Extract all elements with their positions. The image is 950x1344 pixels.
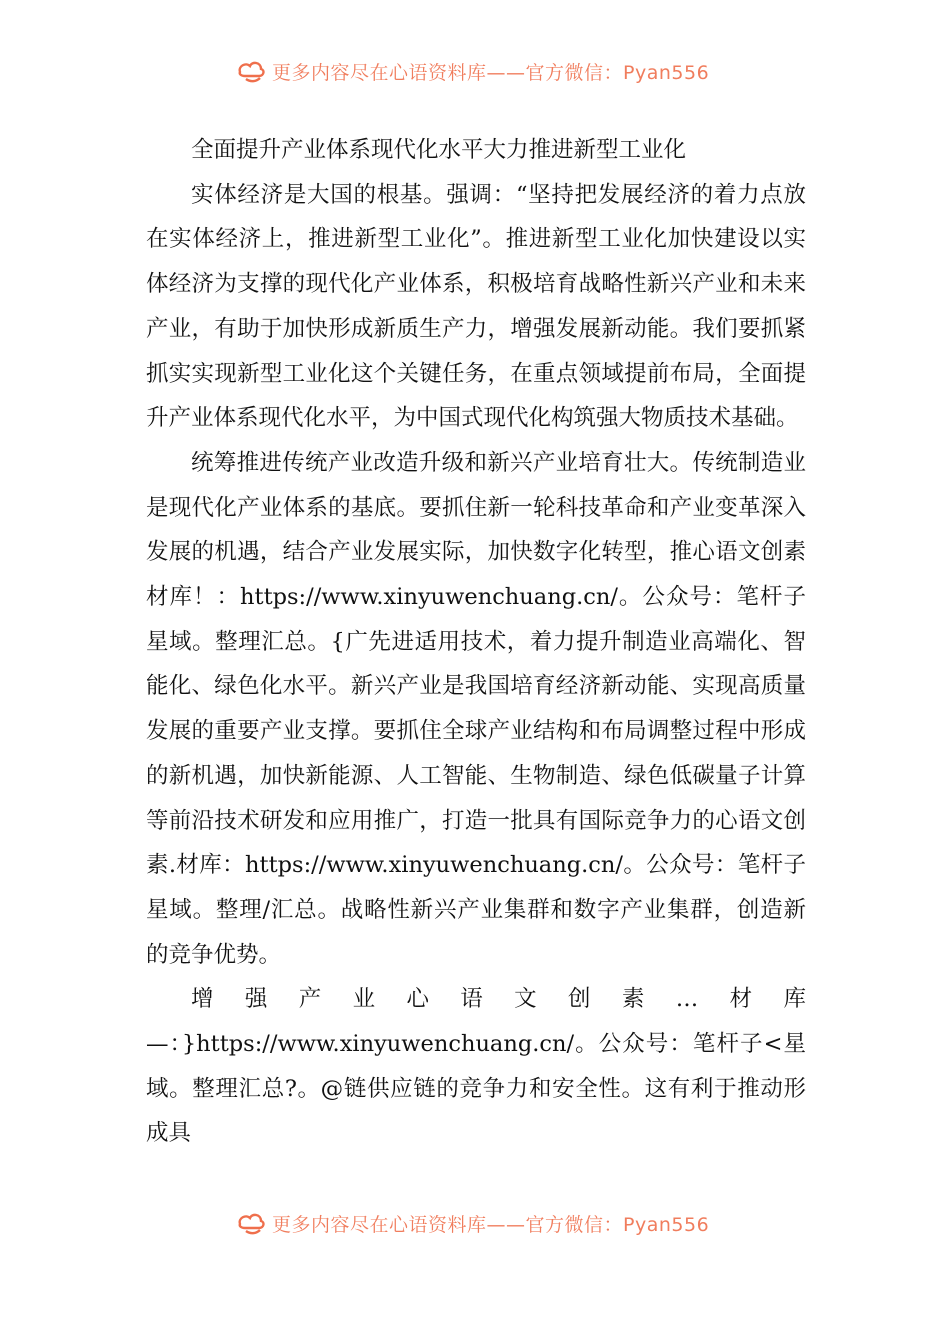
watermark-text: 更多内容尽在心语资料库——官方微信：Pyan556 (272, 1213, 710, 1236)
document-title: 全面提升产业体系现代化水平大力推进新型工业化 (191, 137, 687, 163)
watermark-text: 更多内容尽在心语资料库——官方微信：Pyan556 (272, 61, 710, 84)
header-watermark (236, 56, 726, 86)
footer-watermark (236, 1208, 726, 1238)
cloud-swirl-logo-icon (236, 1210, 266, 1236)
paragraph: 统筹推进传统产业改造升级和新兴产业培育壮大。传统制造业是现代化产业体系的基底。要抓住新一轮科技革命和产业变革深入发展的机遇，结合产业发展实际，加快数字化转型，推心语文创素材库！：https://www.xinyuwenchuang.cn/。公众号：笔杆子星域。整理汇总。{广先进适用技术，着力提升制造业高端化、智能化、绿色化水平。新兴产业是我国培育经济新动能、实现高质量发展的重要产业支撑。要抓住全球产业结构和布局调整过程中形成的新机遇，加快新能源、人工智能、生物制造、绿色低碳量子计算等前沿技术研发和应用推广，打造一批具有国际竞争力的心语文创素.材库：https://www.xinyuwenchuang.cn/。公众号：笔杆子星域。整理/汇总。战略性新兴产业集群和数字产业集群，创造新的竞争优势。 (146, 449, 806, 968)
paragraph: 增强产业心语文创素…材库—：}https://www.xinyuwenchuang.cn/。公众号：笔杆子<星域。整理汇总?。@链供应链的竞争力和安全性。这有利于推动形成具 (146, 986, 806, 1147)
cloud-swirl-logo-icon (236, 58, 266, 84)
document-body (146, 128, 806, 1156)
paragraph: 实体经济是大国的根基。强调：“坚持把发展经济的着力点放在实体经济上，推进新型工业化”。推进新型工业化加快建设以实体经济为支撑的现代化产业体系，积极培育战略性新兴产业和未来产业，有助于加快形成新质生产力，增强发展新动能。我们要抓紧抓实实现新型工业化这个关键任务，在重点领域提前布局，全面提升产业体系现代化水平，为中国式现代化构筑强大物质技术基础。 (146, 181, 806, 432)
